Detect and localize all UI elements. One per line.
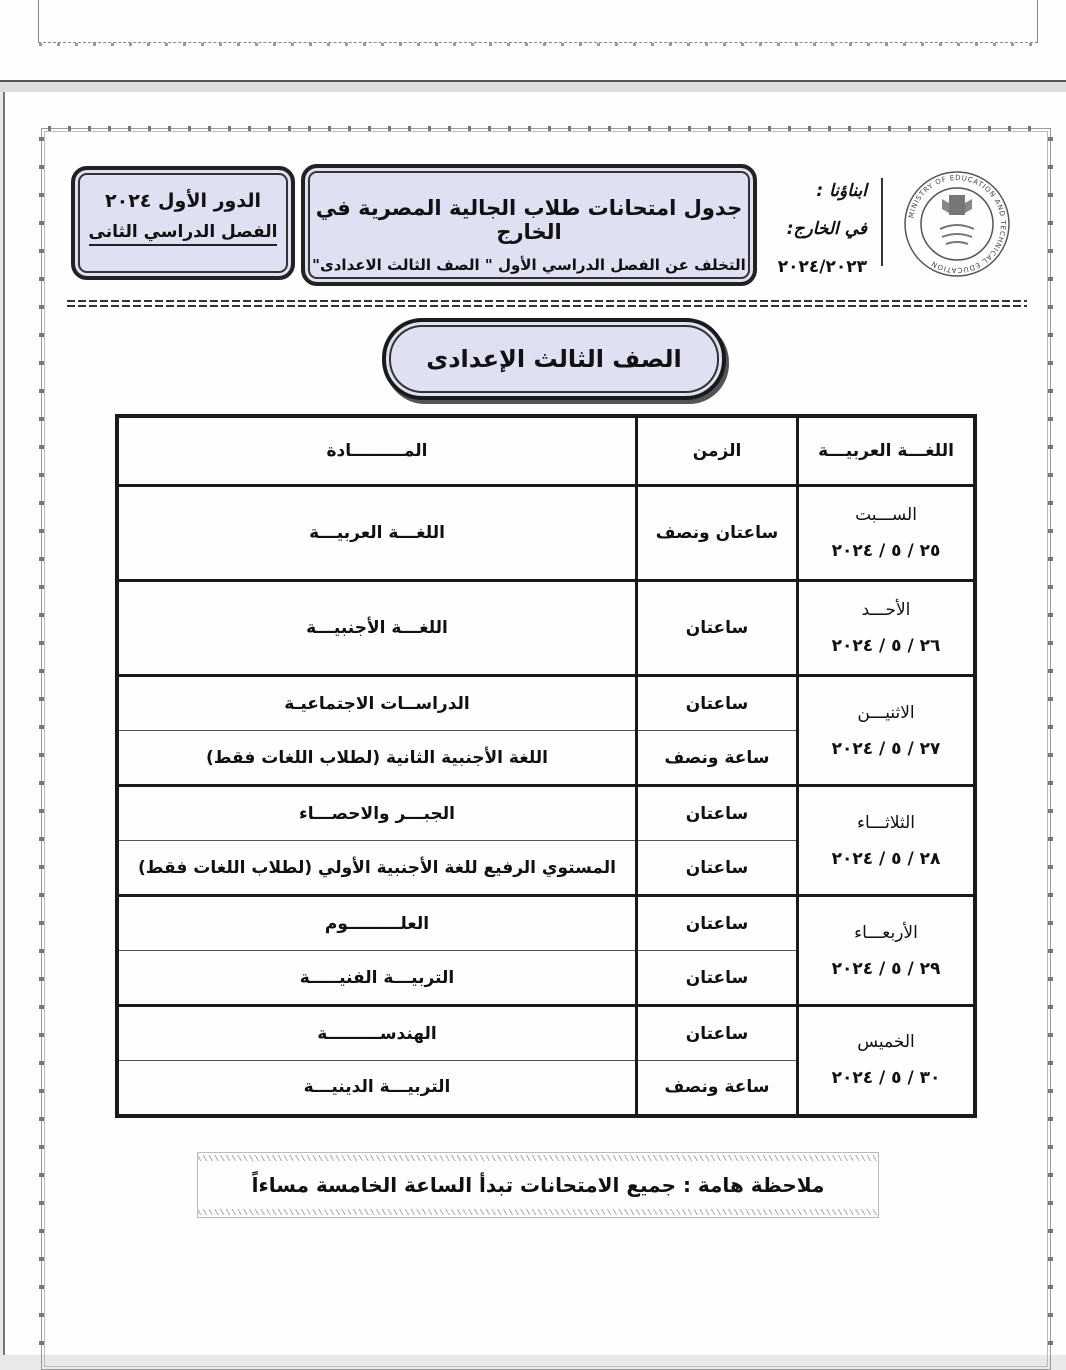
table-row <box>117 581 975 676</box>
academic-year: ٢٠٢٤/٢٠٢٣ <box>777 257 867 277</box>
duration-cell: ساعتان ونصف <box>637 486 798 581</box>
header-day: اللغـــة العربيـــة <box>798 416 976 486</box>
day-cell <box>798 1006 976 1116</box>
subject-cell: المستوي الرفيع للغة الأجنبية الأولي (لطلاب اللغات فقط) <box>117 841 637 896</box>
duration-cell: ساعتان <box>637 896 798 951</box>
table-row <box>117 786 975 841</box>
document-page <box>3 92 1066 1355</box>
header-separator <box>67 300 1027 307</box>
table-row <box>117 676 975 731</box>
header-subject: المـــــــــادة <box>117 416 637 486</box>
subject-cell: اللغـــة الأجنبيـــة <box>117 581 637 676</box>
audience-label <box>767 172 867 286</box>
table-row <box>117 486 975 581</box>
subject-cell: اللغة الأجنبية الثانية (لطلاب اللغات فقط) <box>117 731 637 786</box>
header-time: الزمن <box>637 416 798 486</box>
ministry-emblem-icon <box>902 169 1012 279</box>
exam-date: ٢٨ / ٥ / ٢٠٢٤ <box>831 848 941 869</box>
exam-round-box <box>71 166 295 280</box>
exam-date: ٢٥ / ٥ / ٢٠٢٤ <box>831 541 941 561</box>
exam-date: ٢٩ / ٥ / ٢٠٢٤ <box>831 958 941 979</box>
previous-page-border <box>38 0 1038 43</box>
exam-date: ٣٠ / ٥ / ٢٠٢٤ <box>831 1068 941 1089</box>
svg-text:MINISTRY OF EDUCATION AND TECH: MINISTRY OF EDUCATION AND TECHNICAL EDUCATION <box>907 173 1008 275</box>
day-name: الســـبت <box>855 505 917 525</box>
subject-cell: اللغـــة العربيـــة <box>117 486 637 581</box>
header-divider <box>881 178 883 266</box>
exam-date: ٢٦ / ٥ / ٢٠٢٤ <box>831 636 941 656</box>
exam-schedule-table <box>115 414 977 1118</box>
day-cell <box>798 676 976 786</box>
subject-cell: الهندســـــــــة <box>117 1006 637 1061</box>
subject-cell: الدراســات الاجتماعيـة <box>117 676 637 731</box>
day-cell <box>798 786 976 896</box>
day-cell <box>798 896 976 1006</box>
duration-cell: ساعتان <box>637 1006 798 1061</box>
day-name: الأربعـــاء <box>854 922 918 943</box>
important-note: ملاحظة هامة : جميع الامتحانات تبدأ الساعة الخامسة مساءاً <box>197 1152 879 1218</box>
border-ornament-left <box>39 137 44 1361</box>
page-gap <box>0 82 1066 92</box>
day-name: الأحـــد <box>861 600 911 620</box>
duration-cell: ساعة ونصف <box>637 731 798 786</box>
exam-round-label: الدور الأول ٢٠٢٤ <box>105 190 261 212</box>
duration-cell: ساعتان <box>637 786 798 841</box>
day-name: الخميس <box>857 1032 915 1053</box>
document-subtitle: التخلف عن الفصل الدراسي الأول " الصف الثالث الاعدادى" <box>312 256 746 274</box>
document-title-box <box>301 164 757 286</box>
day-cell <box>798 581 976 676</box>
subject-cell: التربيـــة الفنيـــــة <box>117 951 637 1006</box>
border-ornament-right <box>1048 137 1053 1361</box>
document-title: جدول امتحانات طلاب الجالية المصرية في الخارج <box>315 196 743 244</box>
table-header-row <box>117 416 975 486</box>
subject-cell: التربيـــة الدينيـــة <box>117 1061 637 1116</box>
day-name: الاثنيـــن <box>857 702 915 723</box>
duration-cell: ساعة ونصف <box>637 1061 798 1116</box>
audience-line-1: ابناؤنا : <box>816 181 867 201</box>
grade-title: الصف الثالث الإعدادى <box>382 318 726 400</box>
border-ornament-top <box>48 126 1044 131</box>
day-cell <box>798 486 976 581</box>
subject-cell: العلـــــــــوم <box>117 896 637 951</box>
duration-cell: ساعتان <box>637 676 798 731</box>
duration-cell: ساعتان <box>637 581 798 676</box>
duration-cell: ساعتان <box>637 841 798 896</box>
day-name: الثلاثـــاء <box>856 812 916 833</box>
previous-page-fragment <box>0 0 1066 82</box>
table-row <box>117 1006 975 1061</box>
audience-line-2: في الخارج: <box>786 219 867 239</box>
duration-cell: ساعتان <box>637 951 798 1006</box>
semester-label: الفصل الدراسي الثانى <box>89 222 278 246</box>
exam-date: ٢٧ / ٥ / ٢٠٢٤ <box>831 738 941 759</box>
table-row <box>117 896 975 951</box>
subject-cell: الجبـــر والاحصـــاء <box>117 786 637 841</box>
